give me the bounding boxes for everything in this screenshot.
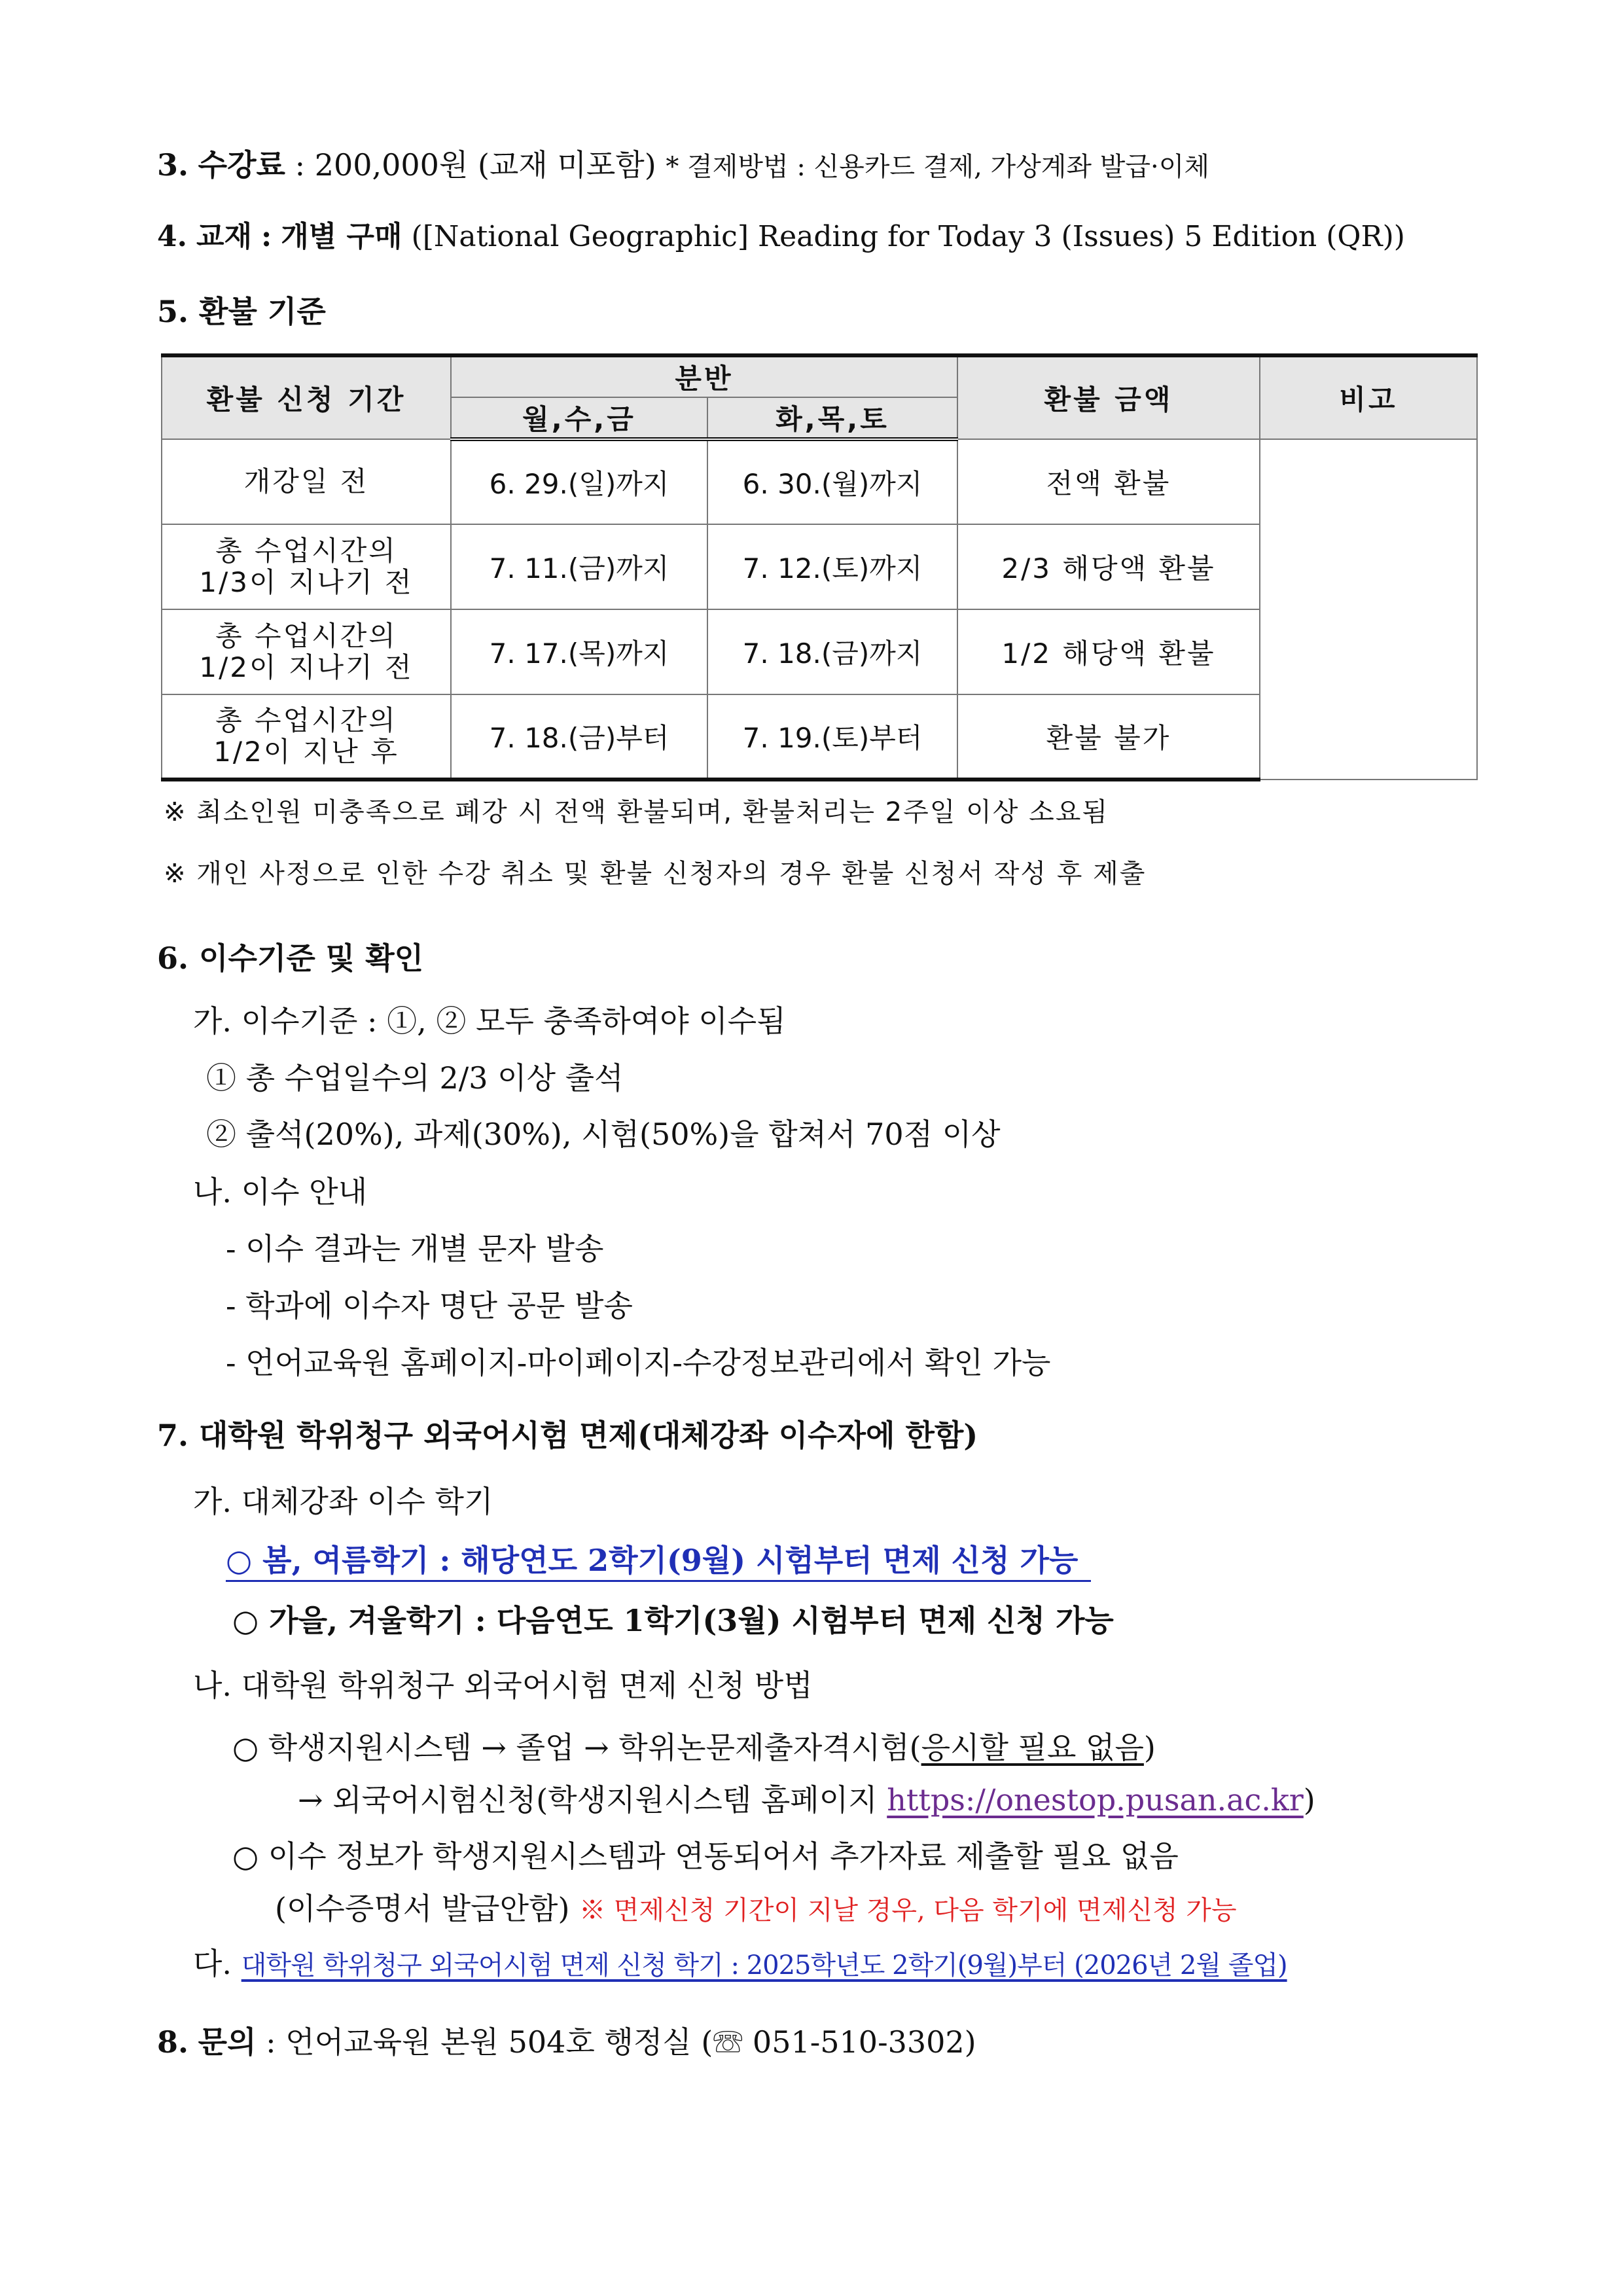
guide-item: - 학과에 이수자 명단 공문 발송 (226, 1288, 633, 1323)
tts-cell: 7. 12.(토)까지 (707, 524, 957, 609)
header-amount: 환불 금액 (957, 355, 1260, 439)
section-3-tuition (157, 145, 1209, 187)
period-cell (162, 609, 451, 694)
tuition-value: 200,000원 (교재 미포함) (314, 147, 656, 183)
mwf-cell: 7. 18.(금)부터 (451, 694, 707, 780)
spring-summer-term: ○ 봄, 여름학기 : 해당연도 2학기(9월) 시험부터 면제 신청 가능 (226, 1541, 1091, 1582)
mwf-cell: 7. 11.(금)까지 (451, 524, 707, 609)
colon: : (266, 2024, 276, 2060)
criteria-score: ② 출석(20%), 과제(30%), 시험(50%)을 합쳐서 70점 이상 (206, 1117, 1001, 1152)
textbook-purchase: 개별 구매 (281, 220, 402, 253)
substitute-course-term: 가. 대체강좌 이수 학기 (193, 1484, 493, 1519)
method-text: ) (1143, 1730, 1156, 1765)
section-6-heading: 6. 이수기준 및 확인 (157, 941, 424, 976)
header-section: 분반 (451, 355, 957, 397)
guide-item: - 언어교육원 홈페이지-마이페이지-수강정보관리에서 확인 가능 (226, 1345, 1051, 1380)
section-number: 8. (157, 2024, 189, 2060)
header-period: 환불 신청 기간 (162, 355, 451, 439)
method-step-2 (298, 1780, 1315, 1820)
period-cell (162, 524, 451, 609)
no-exam-needed: 응시할 필요 없음 (921, 1730, 1144, 1765)
amount-cell: 2/3 해당액 환불 (957, 524, 1260, 609)
header-mwf: 월,수,금 (451, 397, 707, 439)
section-4-textbook (157, 217, 1405, 257)
mwf-cell: 7. 17.(목)까지 (451, 609, 707, 694)
colon: : (294, 147, 306, 183)
exemption-method: 나. 대학원 학위청구 외국어시험 면제 신청 방법 (193, 1668, 813, 1703)
header-remark: 비고 (1260, 355, 1477, 439)
guide-item: - 이수 결과는 개별 문자 발송 (226, 1231, 604, 1266)
refund-table (161, 353, 1478, 781)
tts-cell: 7. 19.(토)부터 (707, 694, 957, 780)
header-tts: 화,목,토 (707, 397, 957, 439)
tts-cell: 7. 18.(금)까지 (707, 609, 957, 694)
method-step-1 (232, 1728, 1156, 1767)
refund-note-2: ※ 개인 사정으로 인한 수강 취소 및 환불 신청자의 경우 환불 신청서 작성 후 제출 (164, 859, 1147, 889)
section-title: 수강료 (198, 147, 285, 183)
contact-info: 언어교육원 본원 504호 행정실 (☏ 051-510-3302) (285, 2024, 976, 2060)
completion-criteria: 가. 이수기준 : ①, ② 모두 충족하여야 이수됨 (193, 1003, 786, 1039)
period-text: 총 수업시간의 (215, 535, 397, 567)
fall-winter-term: ○ 가을, 겨울학기 : 다음연도 1학기(3월) 시험부터 면제 신청 가능 (232, 1603, 1114, 1638)
onestop-link[interactable]: https://onestop.pusan.ac.kr (887, 1782, 1304, 1818)
method-text: ○ 학생지원시스템 → 졸업 → 학위논문제출자격시험( (232, 1730, 921, 1765)
completion-guide: 나. 이수 안내 (193, 1174, 368, 1210)
method-step-3: ○ 이수 정보가 학생지원시스템과 연동되어서 추가자료 제출할 필요 없음 (232, 1839, 1179, 1874)
period-text: 1/3이 지나기 전 (199, 566, 414, 598)
amount-cell: 1/2 해당액 환불 (957, 609, 1260, 694)
section-title: 문의 (198, 2024, 257, 2060)
section-number: 4. (157, 220, 187, 253)
remark-cell (1260, 439, 1477, 780)
exemption-term-text: 대학원 학위청구 외국어시험 면제 신청 학기 : 2025학년도 2학기(9월)부터 (2026년 2월 졸업) (241, 1950, 1287, 1981)
section-number: 3. (157, 147, 189, 183)
method-text: → 외국어시험신청(학생지원시스템 홈페이지 (298, 1782, 887, 1818)
refund-note-1: ※ 최소인원 미충족으로 폐강 시 전액 환불되며, 환불처리는 2주일 이상 소요됨 (164, 797, 1109, 827)
section-5-heading: 5. 환불 기준 (157, 294, 326, 329)
amount-cell: 환불 불가 (957, 694, 1260, 780)
textbook-title: ([National Geographic] Reading for Today 3 (Issues) 5 Edition (QR)) (411, 220, 1405, 253)
payment-method: * 결제방법 : 신용카드 결제, 가상계좌 발급·이체 (666, 152, 1210, 182)
mwf-cell: 6. 29.(일)까지 (451, 439, 707, 524)
section-7-heading: 7. 대학원 학위청구 외국어시험 면제(대체강좌 이수자에 한함) (157, 1418, 978, 1453)
section-title: 교재 (196, 220, 252, 253)
period-text: 개강일 전 (243, 465, 369, 497)
tts-cell: 6. 30.(월)까지 (707, 439, 957, 524)
deadline-warning: ※ 면제신청 기간이 지날 경우, 다음 학기에 면제신청 가능 (579, 1895, 1237, 1926)
no-certificate: (이수증명서 발급안함) (275, 1891, 570, 1926)
period-cell (162, 439, 451, 524)
section-8-contact (157, 2022, 976, 2062)
criteria-attendance: ① 총 수업일수의 2/3 이상 출석 (206, 1060, 624, 1096)
period-cell (162, 694, 451, 780)
exemption-term (193, 1944, 1287, 1985)
method-step-4 (275, 1889, 1237, 1930)
period-text: 총 수업시간의 (215, 704, 397, 736)
method-text: ) (1303, 1782, 1315, 1818)
period-text: 1/2이 지난 후 (213, 736, 399, 768)
amount-cell: 전액 환불 (957, 439, 1260, 524)
period-text: 1/2이 지나기 전 (199, 651, 414, 683)
colon: : (260, 220, 272, 253)
item-label: 다. (193, 1946, 232, 1981)
table-row (162, 439, 1477, 524)
period-text: 총 수업시간의 (215, 620, 397, 652)
